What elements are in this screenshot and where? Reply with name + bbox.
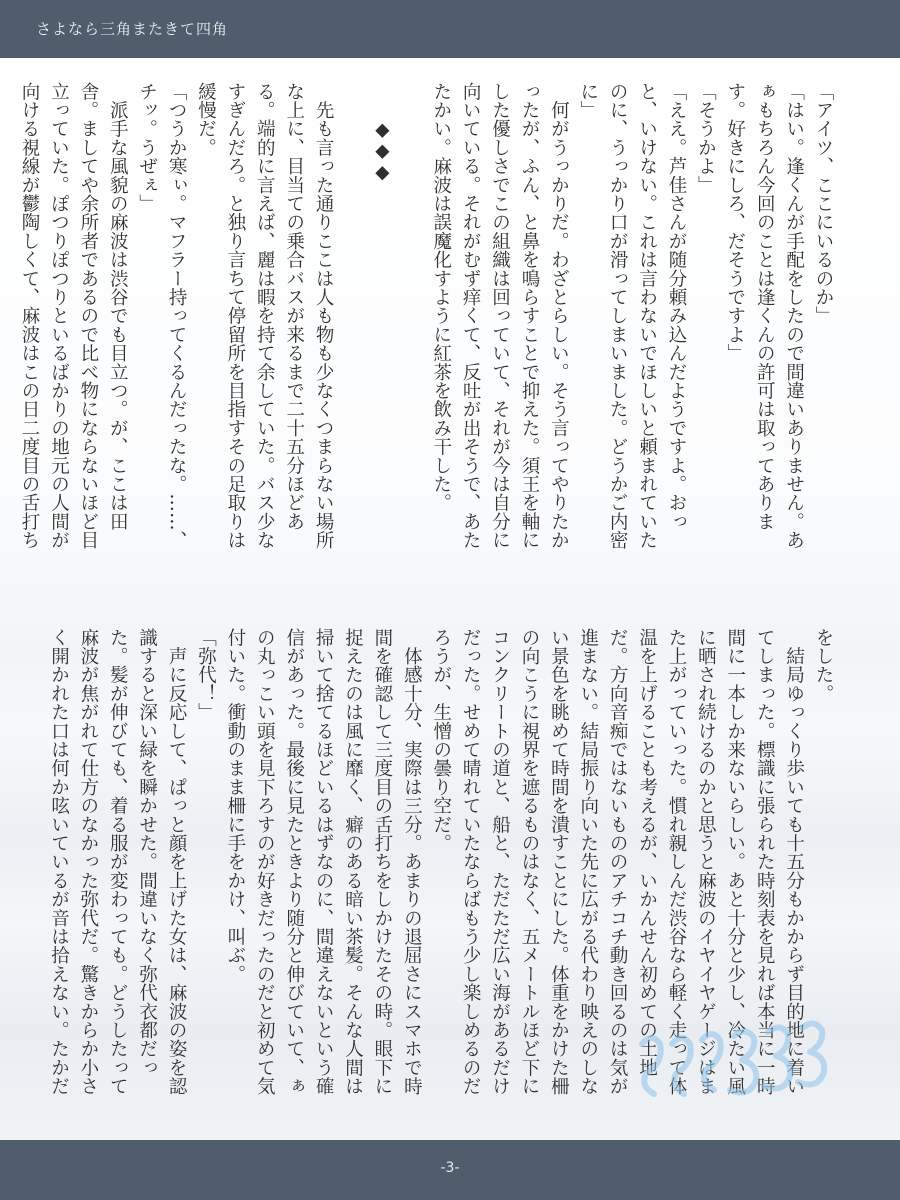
page-number: -3- — [440, 1160, 460, 1176]
body-text-lower: をした。 結局ゆっくり歩いても十五分もかからず目的地に着い てしまった。標識に張られた時刻表を見れば本当に一時 間に一本しか来ないらしい。あと十分と少し、冷たい風 に晒され続けるのかと思うと麻波のイヤイヤゲージはま た上がっていった。慣れ親しんだ渋谷なら軽く走って体 温を上げることも考えるが、いかんせん初めての土地 だ。方向音痴ではないもののアチコチ動き回るのは気が 進まない。結局振り向いた先に広がる代わり映えのしな い景色を眺めて時間を潰すことにした。体重をかけた柵 の向こうに視界を遮るものはなく、五メートルほど下に コンクリートの道と、船と、ただただ広い海があるだけ だった。せめて晴れていたならばもう少し楽しめるのだ ろうが、生憎の曇り空だ。 体感十分、実際は三分。あまりの退屈さにスマホで時 間を確認して三度目の舌打ちをしかけたその時。眼下に 捉えたのは風に靡く、癖のある暗い茶髪。そんな人間は 掃いて捨てるほどいるはずなのに、間違えないという確 信があった。最後に見たときより随分と伸びていて、ぁ の丸っこい頭を見下ろすのが好きだったのだと初めて気 付いた。衝動のまま柵に手をかけ、叫ぶ。 「弥代！」 声に反応して、ぱっと顔を上げた女は、麻波の姿を認 識すると深い緑を瞬かせた。間違いなく弥代衣都だっ た。髪が伸びても、着る服が変わっても。どうしたって 麻波が焦がれて仕方のなかった弥代だ。驚きからか小さ く開かれた口は何か呟いているが音は拾えない。たかだ — [48, 628, 834, 1096]
author-signature-mark — [632, 1014, 872, 1124]
body-text-upper: 「アイツ、ここにいるのか」 「はい。逢くんが手配をしたので間違いありません。あ ぁもちろん今回のことは逢くんの許可は取ってありま す。好きにしろ、だそうですよ」 「そうかよ」 「ええ。芦佳さんが随分頼み込んだようですよ。おっ と、いけない。これは言わないでほしいと頼まれていた のに、うっかり口が滑ってしまいました。どうかご内密 に」 何がうっかりだ。わざとらしい。そう言ってやりたか ったが、ふん、と鼻を鳴らすことで抑えた。須王を軸に した優しさでこの組織は回っていて、それが今は自分に 向いている。それがむず痒くて、反吐が出そうで、あた たかい。麻波は誤魔化すように紅茶を飲み干した。 ◆◆◆ 先も言った通りここは人も物も少なくつまらない場所 な上に、目当ての乗合バスが来るまで二十五分ほどあ る。端的に言えば、麗は暇を持て余していた。バス少な すぎんだろ。と独り言ちて停留所を目指すその足取りは 緩慢だ。 「つうか寒ぃ。マフラー持ってくるんだったな。……、 チッ。うぜぇ」 派手な風貌の麻波は渋谷でも目立つ。が、ここは田 舎。ましてや余所者であるので比べ物にならないほど目 立っていた。ぽつりぽつりといるばかりの地元の人間が 向ける視線が鬱陶しくて、麻波はこの日二度目の舌打ち — [19, 82, 834, 550]
footer-bar — [0, 1140, 900, 1200]
book-title: さよなら三角またきて四角 — [36, 20, 229, 38]
header-bar — [0, 0, 900, 58]
